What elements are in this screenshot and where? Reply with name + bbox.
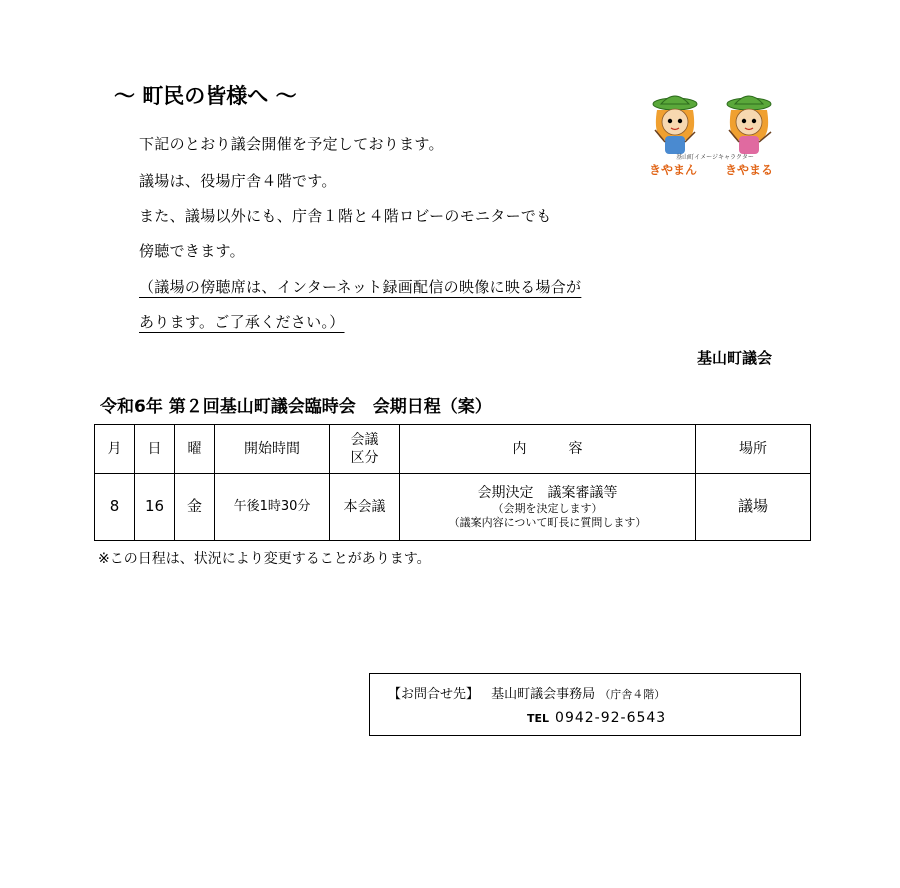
table-row [95,474,811,541]
contact-label: 【お問合せ先】 [388,687,480,702]
header-place: 場所 [696,425,811,474]
schedule-header-row [95,425,811,474]
notice-line-1: 下記のとおり議会開催を予定しております。 [139,135,444,153]
mascot-left [653,96,697,154]
mascot-illustration [645,90,785,180]
cell-content-sub1: （会期を決定します） [492,501,603,515]
header-day: 日 [135,425,175,474]
notice-line-2: 議場は、役場庁舎４階です。 [139,172,337,190]
notice-line-5: （議場の傍聴席は、インターネット録画配信の映像に映る場合が [139,278,582,296]
cell-weekday: 金 [175,474,215,541]
contact-location: （庁舎４階） [599,688,666,701]
contact-box [369,673,801,736]
header-category-line2: 区分 [350,450,379,466]
header-start-time: 開始時間 [215,425,330,474]
contact-line-2 [527,710,666,726]
mascot-name-right: きやまる [724,163,774,177]
cell-day: 16 [135,474,175,541]
notice-line-3: また、議場以外にも、庁舎１階と４階ロビーのモニターでも [139,207,552,225]
cell-start-time: 午後1時30分 [215,474,330,541]
schedule-table [94,424,811,541]
tel-label: TEL [527,712,550,725]
mascot-right [727,96,771,154]
header-category-line1: 会議 [350,431,379,448]
cell-month: 8 [95,474,135,541]
header-content: 内 容 [400,425,696,474]
cell-content [400,474,696,541]
cell-content-sub2: （議案内容について町長に質問します） [448,516,647,530]
schedule-title: 令和6年 第２回基山町議会臨時会 会期日程（案） [100,397,492,417]
cell-place: 議場 [696,474,811,541]
notice-line-4: 傍聴できます。 [139,242,245,260]
notice-line-6: あります。ご了承ください。） [139,313,345,331]
header-weekday: 曜 [175,425,215,474]
cell-content-main: 会期決定 議案審議等 [477,484,618,501]
organization-signature: 基山町議会 [697,349,773,367]
contact-office: 基山町議会事務局 [491,687,596,702]
header-category [330,425,400,474]
header-month: 月 [95,425,135,474]
cell-category: 本会議 [330,474,400,541]
notice-heading: ～ 町民の皆様へ ～ [114,84,297,108]
mascot-caption: 基山町イメージキャラクター [676,154,754,161]
contact-line-1 [388,683,665,702]
schedule-note: ※この日程は、状況により変更することがあります。 [98,551,431,567]
contact-phone: 0942-92-6543 [555,710,667,726]
mascot-name-left: きやまん [648,163,698,177]
